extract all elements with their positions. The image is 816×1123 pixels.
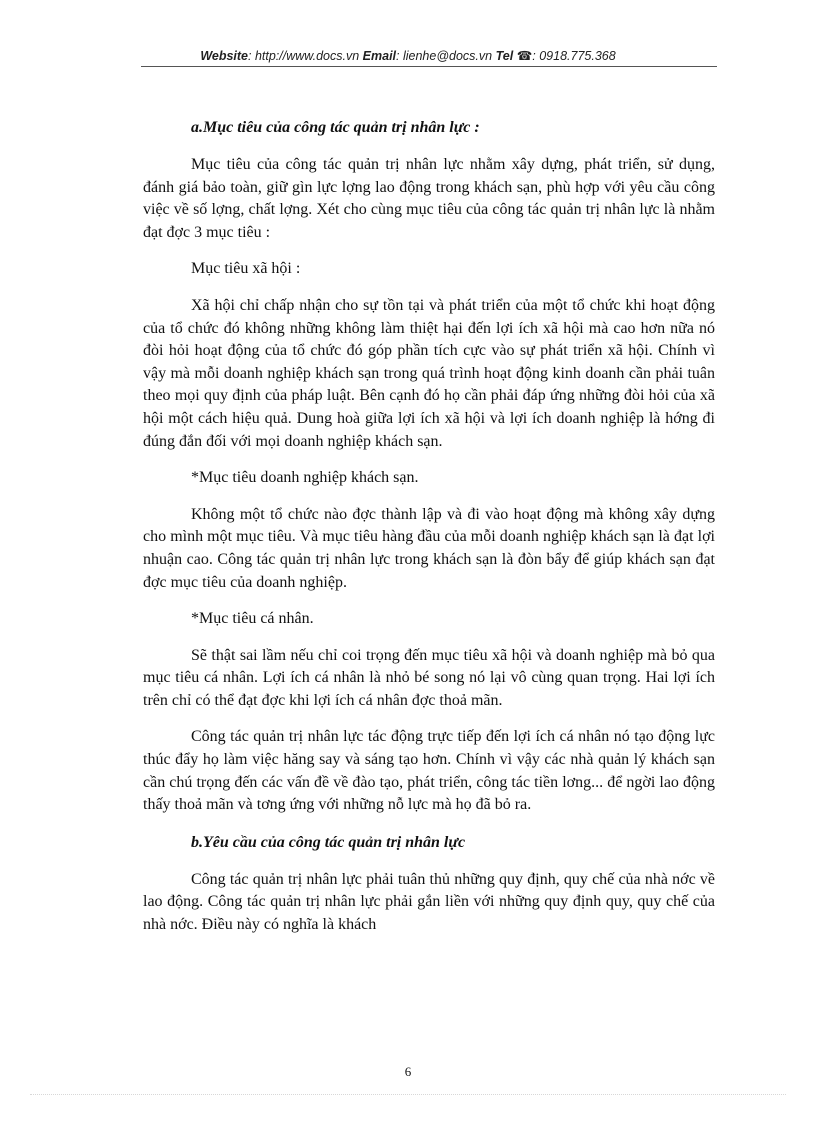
paragraph-3: Xã hội chỉ chấp nhận cho sự tồn tại và phát triển của một tổ chức khi hoạt động của tổ chức đó không những không làm thiệt hại đến lợi ích xã hội mà cao hơn nữa nó đòi hỏi hoạt động của tổ chức đó góp phần tích cực vào sự phát triển xã hội. Chính vì vậy mà mỗi doanh nghiệp khách sạn trong quá trình hoạt động kinh doanh cần phải tuân theo mọi quy định của pháp luật. Bên cạnh đó họ cần phải đáp ứng những đòi hỏi của xã hội một cách hiệu quả. Dung hoà giữa lợi ích xã hội và lợi ích doanh nghiệp là hớng đi đúng đắn đối với mọi doanh nghiệp khách sạn.	[143, 296, 715, 450]
section-heading-a: a.Mục tiêu của công tác quản trị nhân lực :	[191, 119, 480, 136]
paragraph-4: *Mục tiêu doanh nghiệp khách sạn.	[191, 469, 419, 487]
phone-icon: ☎	[516, 49, 533, 63]
header-divider	[141, 66, 717, 67]
paragraph-5: Không một tổ chức nào đợc thành lập và đi vào hoạt động mà không xây dựng cho mình một mục tiêu. Và mục tiêu hàng đầu của mỗi doanh nghiệp khách sạn là đạt lợi nhuận cao. Công tác quản trị nhân lực trong khách sạn là đòn bẩy để giúp khách sạn đạt đợc mục tiêu của doanh nghiệp.	[143, 505, 715, 591]
paragraph-1: Mục tiêu của công tác quản trị nhân lực nhằm xây dựng, phát triển, sử dụng, đánh giá bảo toàn, giữ gìn lực lợng lao động trong khách sạn, phù hợp với yêu cầu công việc về số lợng, chất lợng. Xét cho cùng mục tiêu của công tác quản trị nhân lực là nhằm đạt đợc 3 mục tiêu :	[143, 156, 715, 241]
tel-label: Tel	[495, 49, 514, 63]
document-body	[143, 116, 715, 951]
website-value: : http://www.docs.vn	[248, 49, 360, 63]
section-heading-b: b.Yêu cầu của công tác quản trị nhân lực	[191, 833, 466, 851]
paragraph-2: Mục tiêu xã hội :	[191, 260, 301, 278]
paragraph-6: *Mục tiêu cá nhân.	[191, 610, 314, 628]
paragraph-7: Sẽ thật sai lầm nếu chỉ coi trọng đến mục tiêu xã hội và doanh nghiệp mà bỏ qua mục tiêu cá nhân. Lợi ích cá nhân là nhỏ bé song nó lại vô cùng quan trọng. Hai lợi ích trên chỉ có thể đạt đợc khi lợi ích cá nhân đợc thoả mãn.	[143, 646, 715, 709]
email-value: : lienhe@docs.vn	[396, 49, 493, 63]
page-number: 6	[404, 1064, 412, 1079]
footer-divider	[30, 1094, 786, 1095]
paragraph-8: Công tác quản trị nhân lực tác động trực tiếp đến lợi ích cá nhân nó tạo động lực thúc đẩy họ làm việc hăng say và sáng tạo hơn. Chính vì vậy các nhà quản lý khách sạn cần chú trọng đến các vấn đề về đào tạo, phát triển, công tác tiền lơng... để ngời lao động thấy thoả mãn và tơng ứng với những nỗ lực mà họ đã bỏ ra.	[143, 728, 715, 814]
website-label: Website	[200, 49, 249, 63]
paragraph-9: Công tác quản trị nhân lực phải tuân thủ những quy định, quy chế của nhà nớc về lao động. Công tác quản trị nhân lực phải gắn liền với những quy định quy, quy chế của nhà nớc. Điều này có nghĩa là khách	[143, 870, 715, 934]
email-label: Email	[362, 49, 397, 63]
page-header	[0, 48, 816, 63]
tel-value: : 0918.775.368	[532, 49, 616, 63]
